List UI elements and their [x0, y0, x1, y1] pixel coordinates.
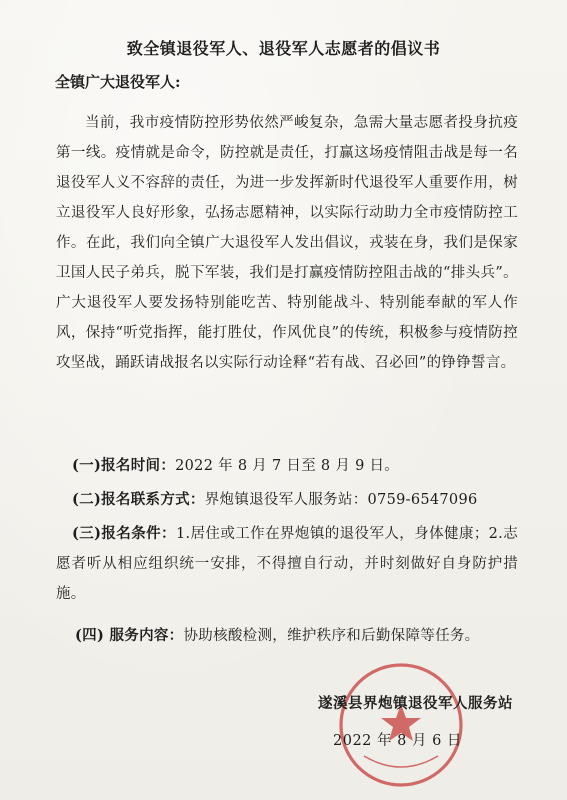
item-contact	[72, 485, 534, 515]
document-title: 致全镇退役军人、退役军人志愿者的倡议书	[126, 39, 441, 58]
signature-organization: 遂溪县界炮镇退役军人服务站	[318, 695, 513, 712]
item-label: (一)报名时间：	[72, 457, 176, 474]
body-paragraph: 当前，我市疫情防控形势依然严峻复杂，急需大量志愿者投身抗疫第一线。疫情就是命令，防控就是责任，打赢这场疫情阻击战是每一名退役军人义不容辞的责任，为进一步发挥新时代退役军人重要作用，树立退役军人良好形象，弘扬志愿精神，以实际行动助力全市疫情防控工作。在此，我们向全镇广大退役军人发出倡议，戎装在身，我们是保家卫国人民子弟兵，脱下军装，我们是打赢疫情防控阻击战的“排头兵”。广大退役军人要发扬特别能吃苦、特别能战斗、特别能奉献的军人作风，保持“听党指挥，能打胜仗，作风优良”的传统，积极参与疫情防控攻坚战，踊跃请战报名以实际行动诠释“若有战、召必回”的铮铮誓言。	[56, 115, 518, 371]
item-text: 协助核酸检测，维护秩序和后勤保障等任务。	[183, 628, 480, 644]
seal-arc	[364, 756, 438, 767]
item-text: 1.居住或工作在界炮镇的退役军人，身体健康；2.志愿者听从相应组织统一安排，不得擅自行动，并时刻做好自身防护措施。	[56, 526, 519, 602]
item-registration-time	[72, 451, 534, 481]
item-text: 2022 年 8 月 7 日至 8 月 9 日。	[175, 458, 400, 474]
item-conditions	[56, 519, 518, 609]
signature-date: 2022 年 8 月 6 日	[333, 733, 462, 749]
item-label: (四) 服务内容：	[75, 627, 184, 644]
item-label: (三)报名条件：	[71, 525, 176, 542]
salutation: 全镇广大退役军人:	[55, 73, 181, 91]
item-label: (二)报名联系方式：	[72, 491, 205, 508]
item-text: 界炮镇退役军人服务站：0759-6547096	[204, 492, 478, 508]
official-seal-stamp	[336, 660, 466, 790]
item-service-content	[75, 621, 537, 651]
